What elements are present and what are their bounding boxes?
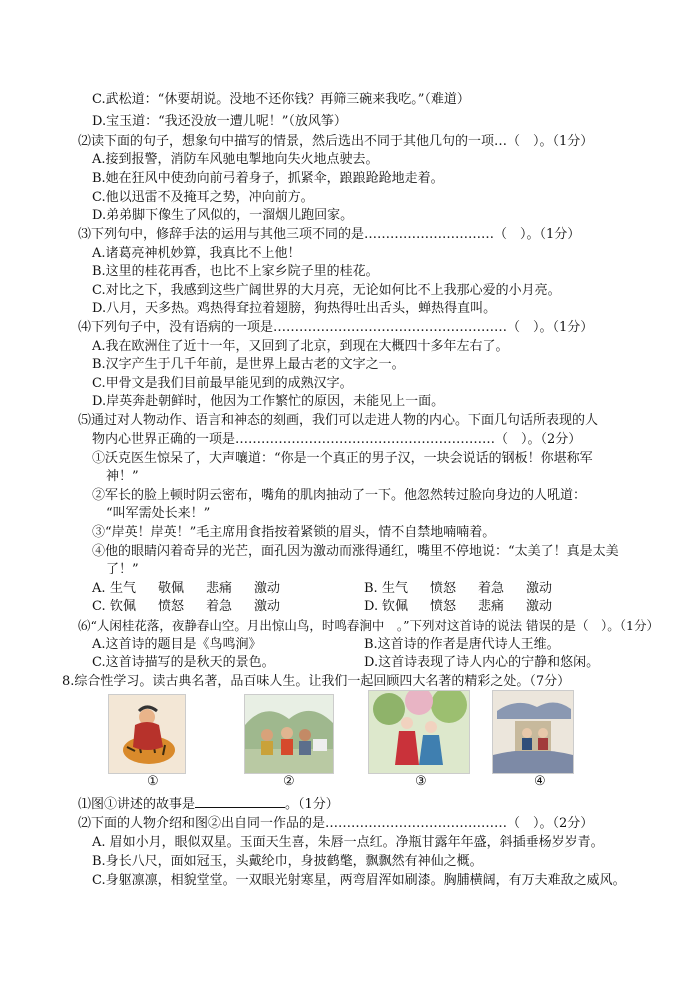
question-stem: ⑶下列句中，修辞手法的运用与其他三项不同的是…………………………（ ）。（1分）	[78, 227, 581, 242]
answer-blank[interactable]	[195, 795, 285, 808]
option-line: B.这里的桂花再香，也比不上家乡院子里的桂花。	[92, 264, 379, 279]
option-line: C.对比之下，我感到这些广阔世界的大月亮，无论如何比不上我那心爱的小月亮。	[92, 283, 561, 298]
option-line: B.汉字产生于几千年前，是世界上最古老的文字之一。	[92, 357, 405, 372]
quote-line: ③“岸英！岸英！”毛主席用食指按着紧锁的眉头，情不自禁地喃喃着。	[92, 525, 496, 540]
picture-number: ①	[147, 774, 159, 789]
option-line: A.这首诗的题目是《鸟鸣涧》	[92, 637, 262, 652]
option-line: A.我在欧洲住了近十一年，又回到了北京，到现在大概四十多年左右了。	[92, 339, 509, 354]
option-line: A.接到报警，消防车风驰电掣地向失火地点驶去。	[92, 152, 379, 167]
tiger-fight-picture	[108, 694, 186, 774]
option-line: A.诸葛亮神机妙算，我真比不上他！	[92, 246, 301, 261]
q5-option-c: C. 钦佩 愤怒 着急 激动	[92, 599, 281, 614]
picture-number: ②	[283, 774, 295, 789]
question-stem: ⑹“人闲桂花落，夜静春山空。月出惊山鸟，时鸣春涧中 。”下列对这首诗的说法 错误的是（ ）。（1分）	[78, 618, 659, 633]
option-line: A. 眉如小月，眼似双星。玉面天生喜，朱唇一点红。净瓶甘露年年盛，斜插垂杨岁岁青。	[92, 835, 604, 850]
question-stem: ⑷下列句子中，没有语病的一项是………………………………………………（ ）。（1分）	[78, 320, 594, 335]
boat-scene-picture	[492, 690, 574, 774]
picture-number: ③	[415, 774, 427, 789]
option-line: B.身长八尺，面如冠玉，头戴纶巾，身披鹤氅，飘飘然有神仙之概。	[92, 854, 483, 869]
question-stem: ⑵下面的人物介绍和图②出自同一作品的是……………………………………（ ）。（2分）	[78, 816, 594, 831]
option-line: C.身躯凛凛，相貌堂堂。一双眼光射寒星，两弯眉浑如刷漆。胸脯横阔，有万夫难敌之威风。	[92, 873, 626, 888]
question-stem: ⑵读下面的句子，想象句中描写的情景，然后选出不同于其他几句的一项…（ ）。（1分）	[78, 134, 594, 149]
option-line: B.她在狂风中使劲向前弓着身子，抓紧伞，踉踉跄跄地走着。	[92, 171, 444, 186]
question-score: 。（1分）	[285, 797, 339, 812]
option-line: D.这首诗表现了诗人内心的宁静和悠闲。	[364, 655, 600, 670]
quote-line: ④他的眼睛闪着奇异的光芒，面孔因为激动而涨得通红，嘴里不停地说：“太美了！真是太美	[92, 544, 619, 559]
option-line: D.八月，天多热。鸡热得耷拉着翅膀，狗热得吐出舌头，蝉热得直叫。	[92, 301, 497, 316]
question-text: ⑴图①讲述的故事是	[78, 797, 196, 812]
picture-number: ④	[534, 774, 546, 789]
quote-line: “叫军需处长来！”	[106, 506, 211, 521]
option-line: D.岸英奔赴朝鲜时，他因为工作繁忙的原因，未能见上一面。	[92, 394, 445, 409]
q5-option-a: A. 生气 敬佩 悲痛 激动	[92, 581, 281, 596]
section-title: 8.综合性学习。读古典名著，品百味人生。让我们一起回顾四大名著的精彩之处。（7分）	[62, 674, 571, 689]
question-stem: 物内心世界正确的一项是……………………………………………………（ ）。（2分）	[92, 432, 582, 447]
fill-in-question	[78, 795, 339, 814]
quote-line: ①沃克医生惊呆了，大声嚷道：“你是一个真正的男子汉，一块会说话的钢板！你堪称军	[92, 451, 593, 466]
quote-line: ②军长的脸上顿时阴云密布，嘴角的肌肉抽动了一下。他忽然转过脸向身边的人吼道：	[92, 488, 587, 503]
option-line: C.他以迅雷不及掩耳之势，冲向前方。	[92, 190, 314, 205]
option-line: C.甲骨文是我们目前最早能见到的成熟汉字。	[92, 376, 353, 391]
quote-line: 了！”	[106, 562, 139, 577]
option-line: C.这首诗描写的是秋天的景色。	[92, 655, 275, 670]
option-line: D.弟弟脚下像生了风似的，一溜烟儿跑回家。	[92, 208, 354, 223]
ladies-garden-picture	[368, 690, 470, 774]
option-line: C.武松道：“休要胡说。没地不还你钱？再筛三碗来我吃。”（难道）	[92, 92, 470, 107]
option-line: B.这首诗的作者是唐代诗人王维。	[364, 637, 560, 652]
pilgrims-picture	[244, 694, 334, 774]
question-stem: ⑸通过对人物动作、语言和神态的刻画，我们可以走进人物的内心。下面几句话所表现的人	[78, 413, 599, 428]
option-line: D.宝玉道：“我还没放一遭儿呢！”（放风筝）	[92, 114, 347, 129]
quote-line: 神！”	[106, 469, 139, 484]
q5-option-b: B. 生气 愤怒 着急 激动	[364, 581, 553, 596]
q5-option-d: D. 钦佩 愤怒 悲痛 激动	[364, 599, 553, 614]
